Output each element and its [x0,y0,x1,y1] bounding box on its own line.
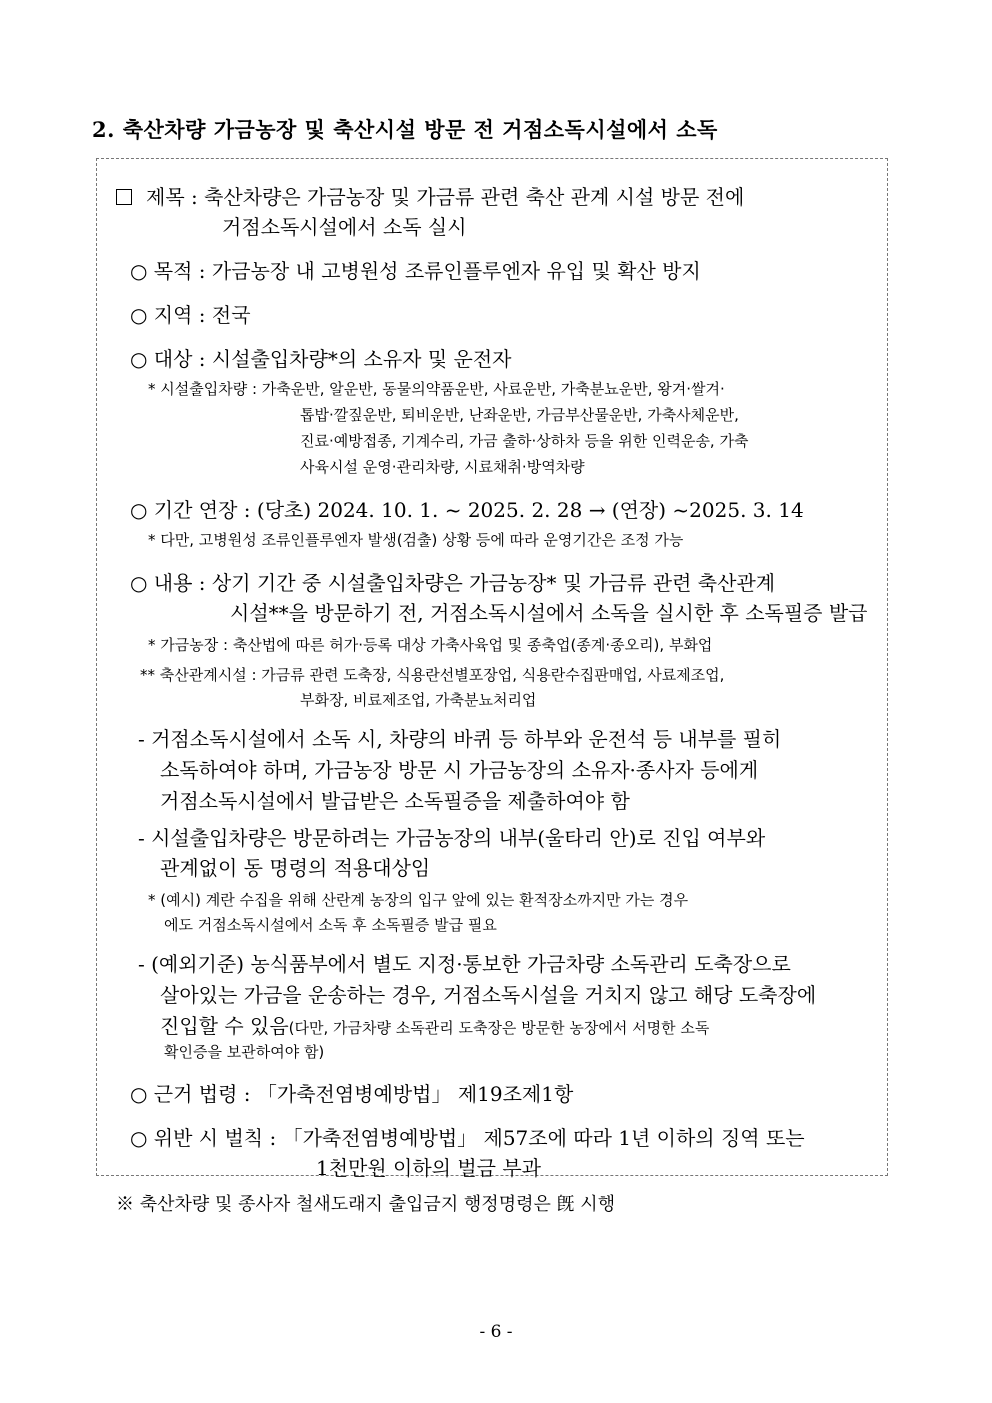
target-note-2: 톱밥·깔짚운반, 퇴비운반, 난좌운반, 가금부산물운반, 가축사체운반, [300,406,739,424]
period-note: * 다만, 고병원성 조류인플루엔자 발생(검출) 상황 등에 따라 운영기간은 조정 가능 [148,531,684,549]
content-line-1: ○ 내용 : 상기 기간 중 시설출입차량은 가금농장* 및 가금류 관련 축산관계 [130,571,776,595]
content-note-1: * 가금농장 : 축산법에 따른 허가·등록 대상 가축사육업 및 종축업(종계·종오리), 부화업 [148,636,713,654]
content-note-3: 부화장, 비료제조업, 가축분뇨처리업 [300,691,537,709]
content-line-2: 시설**을 방문하기 전, 거점소독시설에서 소독을 실시한 후 소독필증 발급 [230,601,868,625]
period-line: ○ 기간 연장 : (당초) 2024. 10. 1. ~ 2025. 2. 28 → (연장) ~2025. 3. 14 [130,498,804,522]
dash2-note-2: 에도 거점소독시설에서 소독 후 소독필증 발급 필요 [164,916,497,934]
dash3-line-4: 확인증을 보관하여야 함) [164,1043,325,1061]
dash1-line-2: 소독하여야 하며, 가금농장 방문 시 가금농장의 소유자·종사자 등에게 [160,758,759,782]
dash3-line-1: - (예외기준) 농식품부에서 별도 지정·통보한 가금차량 소독관리 도축장으로 [138,952,791,976]
footnote: ※ 축산차량 및 종사자 철새도래지 출입금지 행정명령은 旣 시행 [116,1194,616,1215]
penalty-line-1: ○ 위반 시 벌칙 : 「가축전염병예방법」 제57조에 따라 1년 이하의 징역 또는 [130,1126,805,1150]
checkbox-square-icon [116,189,132,205]
region-line: ○ 지역 : 전국 [130,303,251,327]
target-note-1: * 시설출입차량 : 가축운반, 알운반, 동물의약품운반, 사료운반, 가축분뇨운반, 왕겨·쌀겨· [148,380,725,398]
dash1-line-3: 거점소독시설에서 발급받은 소독필증을 제출하여야 함 [160,789,630,813]
dash1-line-1: - 거점소독시설에서 소독 시, 차량의 바퀴 등 하부와 운전석 등 내부를 필히 [138,727,782,751]
target-line: ○ 대상 : 시설출입차량*의 소유자 및 운전자 [130,347,512,371]
page-number: - 6 - [479,1322,513,1342]
section-heading: 2. 축산차량 가금농장 및 축산시설 방문 전 거점소독시설에서 소독 [92,117,718,142]
dash2-line-1: - 시설출입차량은 방문하려는 가금농장의 내부(울타리 안)로 진입 여부와 [138,826,766,850]
dash2-note-1: * (예시) 계란 수집을 위해 산란계 농장의 입구 앞에 있는 환적장소까지만 가는 경우 [148,891,689,909]
penalty-line-2: 1천만원 이하의 벌금 부과 [316,1156,541,1180]
title-line-1: 제목 : 축산차량은 가금농장 및 가금류 관련 축산 관계 시설 방문 전에 [116,181,744,210]
law-line: ○ 근거 법령 : 「가축전염병예방법」 제19조제1항 [130,1082,574,1106]
purpose-line: ○ 목적 : 가금농장 내 고병원성 조류인플루엔자 유입 및 확산 방지 [130,259,701,283]
title-line-2: 거점소독시설에서 소독 실시 [222,215,467,239]
dash3-line-3: 진입할 수 있음(다만, 가금차량 소독관리 도축장은 방문한 농장에서 서명한 소독 [160,1014,710,1038]
target-note-4: 사육시설 운영·관리차량, 시료채취·방역차량 [300,458,585,476]
dash3-line-2: 살아있는 가금을 운송하는 경우, 거점소독시설을 거치지 않고 해당 도축장에 [160,983,817,1007]
content-note-2: ** 축산관계시설 : 가금류 관련 도축장, 식용란선별포장업, 식용란수집판매업, 사료제조업, [140,666,725,684]
dash2-line-2: 관계없이 동 명령의 적용대상임 [160,856,431,880]
target-note-3: 진료·예방접종, 기계수리, 가금 출하·상하차 등을 위한 인력운송, 가축 [300,432,749,450]
